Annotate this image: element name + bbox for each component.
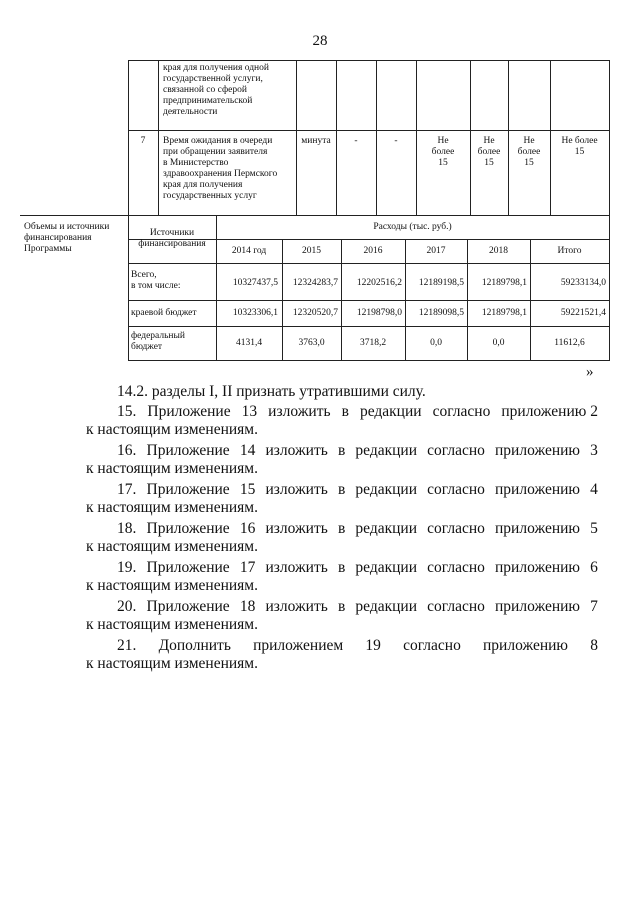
sources-header: Источники финансирования [138, 228, 206, 249]
value-cell: - [354, 136, 358, 146]
table-cell: 12189798,1 [481, 278, 527, 288]
value-cell: - [394, 136, 398, 146]
row-label: федеральный бюджет [131, 331, 185, 352]
table-cell: 12324283,7 [292, 278, 338, 288]
table-cell: 4131,4 [235, 338, 263, 348]
table-cell: 59233134,0 [560, 278, 606, 288]
year-header: 2018 [489, 246, 508, 256]
year-header: Итого [557, 246, 582, 256]
value-cell: Не более 15 [517, 136, 541, 168]
table-cell: 3718,2 [359, 338, 387, 348]
closing-quote: » [586, 364, 594, 380]
table-cell: 0,0 [492, 338, 505, 348]
row-label: краевой бюджет [131, 308, 197, 318]
paragraph-14-2: 14.2. разделы I, II признать утратившими силу. [117, 383, 426, 400]
year-header: 2017 [426, 246, 446, 256]
table-cell: 10323306,1 [232, 308, 278, 318]
table-cell: 12189798,1 [481, 308, 527, 318]
row-label: Всего, в том числе: [131, 270, 181, 291]
table-cell: 3763,0 [298, 338, 325, 348]
year-header: 2016 [363, 246, 383, 256]
indicator-text: Время ожидания в очереди при обращении заявителя в Министерство здравоохранения Пермского края для получения государственных услуг [163, 136, 278, 201]
table-cell: 12189198,5 [418, 278, 464, 288]
continuation-text: края для получения одной государственной услуги, связанной со сферой предпринимательской деятельности [163, 63, 269, 117]
expenses-header: Расходы (тыс. руб.) [373, 222, 452, 232]
table-cell: 12320520,7 [292, 308, 338, 318]
table-cell: 11612,6 [554, 338, 585, 348]
table-cell: 12198798,0 [356, 308, 402, 318]
table-cell: 59221521,4 [560, 308, 606, 318]
finance-label: Объемы и источники финансирования Программы [24, 222, 110, 254]
table-cell: 10327437,5 [232, 278, 278, 288]
page-number: 28 [312, 33, 328, 49]
value-cell: Не более 15 [477, 136, 501, 168]
table-cell: 12202516,2 [356, 278, 402, 288]
year-header: 2014 год [231, 246, 267, 256]
unit-cell: минута [301, 136, 331, 146]
year-header: 2015 [302, 246, 321, 256]
table-cell: 0,0 [430, 338, 442, 348]
table-cell: 12189098,5 [418, 308, 464, 318]
row-number: 7 [140, 136, 146, 146]
value-cell: Не более 15 [431, 136, 455, 168]
value-cell: Не более 15 [561, 136, 598, 157]
